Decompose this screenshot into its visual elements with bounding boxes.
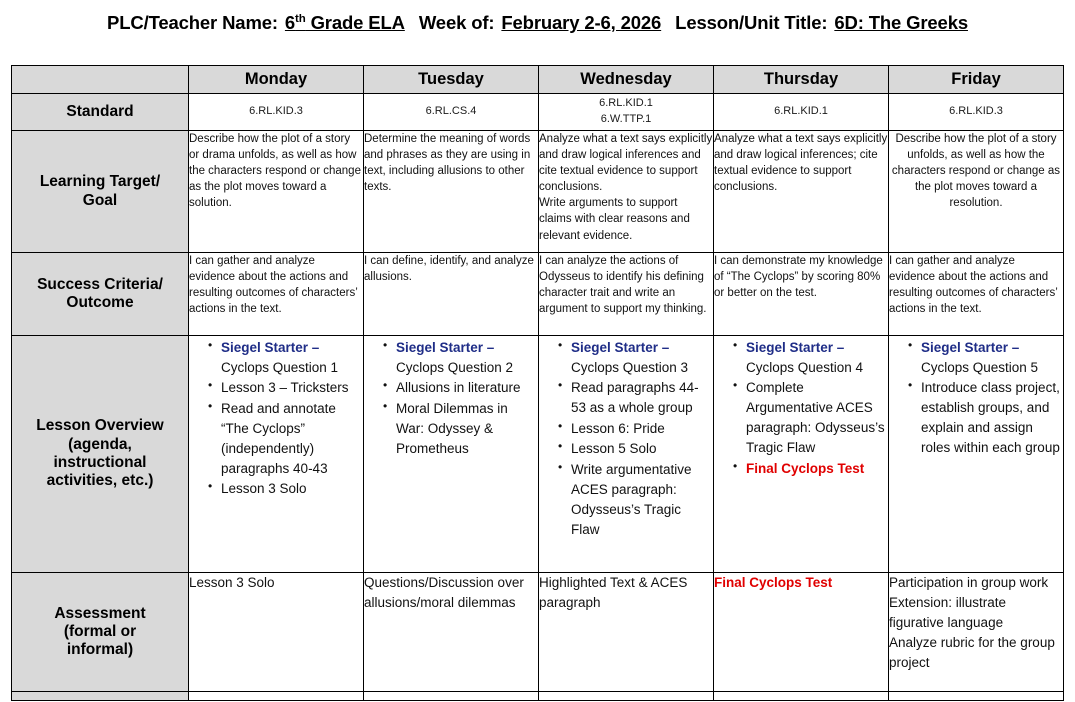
assessment-friday-line-1: Participation in group work	[889, 575, 1049, 590]
column-header-friday: Friday	[889, 66, 1064, 94]
row-label-lesson-overview-line-2: (agenda,	[68, 435, 132, 453]
cell-lesson-overview-monday	[189, 336, 364, 573]
row-label-standard: Standard	[12, 94, 189, 131]
lesson-overview-list-wednesday	[539, 338, 713, 540]
siegel-starter-label: Siegel Starter –	[571, 340, 670, 355]
lesson-overview-item	[733, 378, 888, 458]
cell-next-partial-tuesday	[364, 692, 539, 701]
cell-learning-target-thursday: Analyze what a text says explicitly and draw logical inferences; cite textual evidence to support conclusions.	[714, 131, 889, 253]
lesson-overview-item-text: Read paragraphs 44-53 as a whole group	[571, 380, 699, 416]
lesson-overview-item	[208, 378, 363, 398]
cell-success-criteria-tuesday: I can define, identify, and analyze allusions.	[364, 253, 539, 336]
lesson-overview-item	[558, 460, 713, 540]
row-label-success-criteria-line-1: Success Criteria/	[37, 275, 163, 293]
row-label-learning-target-line-1: Learning Target/	[39, 173, 161, 191]
siegel-starter-label: Siegel Starter –	[221, 340, 320, 355]
cell-assessment-tuesday: Questions/Discussion over allusions/moral dilemmas	[364, 573, 539, 692]
row-label-lesson-overview-line-3: instructional	[53, 454, 147, 471]
lesson-overview-item-text: Cyclops Question 1	[221, 359, 339, 375]
lesson-overview-item-text: Lesson 6: Pride	[571, 420, 665, 436]
cell-standard-wednesday	[539, 94, 714, 131]
lesson-overview-item	[208, 338, 363, 378]
lesson-overview-item-text: Cyclops Question 2	[396, 359, 514, 375]
cell-lesson-overview-tuesday	[364, 336, 539, 573]
lesson-overview-item-text: Moral Dilemmas in War: Odyssey & Prometheus	[396, 400, 508, 456]
lesson-overview-item	[558, 419, 713, 439]
column-header-wednesday: Wednesday	[539, 66, 714, 94]
row-label-learning-target-line-2: Goal	[82, 191, 118, 209]
lesson-overview-item-text: Allusions in literature	[396, 380, 521, 396]
lesson-unit-title-value: 6D: The Greeks	[834, 12, 968, 33]
lesson-overview-item	[908, 378, 1063, 458]
cell-next-partial-wednesday	[539, 692, 714, 701]
cell-success-criteria-friday	[889, 253, 1064, 336]
cell-learning-target-tuesday: Determine the meaning of words and phrases as they are using in text, including allusions to other texts.	[364, 131, 539, 253]
lesson-overview-item	[383, 378, 538, 398]
row-label-success-criteria-line-2: Outcome	[66, 294, 134, 311]
cell-learning-target-wednesday	[539, 131, 714, 253]
cell-assessment-wednesday: Highlighted Text & ACES paragraph	[539, 573, 714, 692]
week-of-value: February 2-6, 2026	[501, 12, 662, 33]
plc-teacher-label: PLC/Teacher Name:	[107, 12, 278, 33]
document-header	[0, 0, 1075, 33]
lesson-overview-item	[733, 338, 888, 378]
cell-assessment-monday: Lesson 3 Solo	[189, 573, 364, 692]
table-row-standard	[12, 94, 1064, 131]
lesson-overview-item-text: Write argumentative ACES paragraph: Odysseus’s Tragic Flaw	[571, 461, 692, 537]
weekly-plan-table-wrapper	[11, 65, 1063, 701]
lesson-overview-item-text: Cyclops Question 3	[571, 359, 689, 375]
lesson-overview-item	[558, 439, 713, 459]
table-header-row	[12, 66, 1064, 94]
lesson-overview-item-text: Cyclops Question 5	[921, 359, 1039, 375]
table-row-success-criteria	[12, 253, 1064, 336]
weekly-plan-table	[11, 65, 1064, 701]
lesson-overview-list-thursday	[714, 338, 888, 479]
cell-next-partial-monday	[189, 692, 364, 701]
row-label-lesson-overview-line-1: Lesson Overview	[36, 417, 164, 435]
cell-lesson-overview-thursday	[714, 336, 889, 573]
success-criteria-friday-line-2: actions in the text.	[889, 303, 982, 316]
lesson-overview-item	[558, 338, 713, 378]
lesson-overview-item-text: Lesson 3 Solo	[221, 481, 307, 497]
plc-teacher-value: 6th Grade ELA	[284, 12, 405, 33]
row-label-assessment-line-1: Assessment	[54, 604, 146, 622]
cell-next-partial-friday	[889, 692, 1064, 701]
row-label-lesson-overview	[12, 336, 189, 573]
siegel-starter-label: Siegel Starter –	[921, 340, 1020, 355]
table-row-next-partial	[12, 692, 1064, 701]
table-row-learning-target	[12, 131, 1064, 253]
standard-wednesday-line-2: 6.W.TTP.1	[600, 113, 652, 125]
table-row-lesson-overview	[12, 336, 1064, 573]
cell-learning-target-friday: Describe how the plot of a story unfolds, as well as how the characters respond or change as the plot moves toward a resolution.	[889, 131, 1064, 253]
row-label-learning-target	[12, 131, 189, 253]
row-label-assessment	[12, 573, 189, 692]
lesson-overview-item	[383, 399, 538, 459]
lesson-overview-item	[558, 378, 713, 418]
standard-wednesday-line-1: 6.RL.KID.1	[599, 97, 653, 110]
lesson-overview-item	[733, 459, 888, 479]
column-header-thursday: Thursday	[714, 66, 889, 94]
lesson-unit-title-label: Lesson/Unit Title:	[675, 12, 828, 33]
column-header-tuesday: Tuesday	[364, 66, 539, 94]
learning-target-wednesday-part-1: Analyze what a text says explicitly and draw logical inferences and cite textual evidence to support conclusions.	[539, 133, 713, 194]
row-label-assessment-line-2: (formal or	[63, 622, 137, 640]
success-criteria-friday-line-1: I can gather and analyze evidence about the actions and resulting outcomes of characters’	[889, 255, 1058, 300]
lesson-overview-item	[383, 338, 538, 378]
lesson-overview-item	[208, 479, 363, 499]
learning-target-wednesday-part-2: Write arguments to support claims with clear reasons and relevant evidence.	[539, 197, 690, 242]
lesson-overview-item-text: Cyclops Question 4	[746, 359, 864, 375]
lesson-overview-item-text: Lesson 3 – Tricksters	[221, 380, 349, 396]
lesson-overview-item-text: Lesson 5 Solo	[571, 441, 657, 457]
lesson-overview-list-friday	[889, 338, 1063, 458]
cell-standard-friday: 6.RL.KID.3	[889, 94, 1064, 131]
cell-standard-tuesday: 6.RL.CS.4	[364, 94, 539, 131]
cell-success-criteria-monday: I can gather and analyze evidence about the actions and resulting outcomes of characters’ actions in the text.	[189, 253, 364, 336]
ordinal-suffix: th	[295, 12, 306, 25]
row-label-success-criteria	[12, 253, 189, 336]
week-of-label: Week of:	[418, 12, 495, 33]
table-corner-cell	[12, 66, 189, 94]
lesson-overview-list-monday	[189, 338, 363, 499]
table-row-assessment	[12, 573, 1064, 692]
column-header-monday: Monday	[189, 66, 364, 94]
siegel-starter-label: Siegel Starter –	[746, 340, 845, 355]
assessment-thursday-final-test: Final Cyclops Test	[714, 575, 833, 590]
cell-assessment-thursday	[714, 573, 889, 692]
final-cyclops-test-label: Final Cyclops Test	[746, 460, 865, 476]
cell-standard-thursday: 6.RL.KID.1	[714, 94, 889, 131]
row-label-next-partial	[12, 692, 189, 701]
cell-lesson-overview-wednesday	[539, 336, 714, 573]
lesson-overview-item-text: Read and annotate “The Cyclops” (independently) paragraphs 40-43	[221, 400, 336, 476]
lesson-overview-item-text: Introduce class project, establish groups, and explain and assign roles within each group	[921, 380, 1060, 456]
assessment-friday-line-2: Extension: illustrate figurative language	[889, 594, 1007, 630]
cell-lesson-overview-friday	[889, 336, 1064, 573]
lesson-overview-item	[208, 399, 363, 479]
cell-success-criteria-wednesday: I can analyze the actions of Odysseus to identify his defining character trait and write an argument to support my thinking.	[539, 253, 714, 336]
assessment-friday-line-3: Analyze rubric for the group project	[889, 634, 1055, 670]
siegel-starter-label: Siegel Starter –	[396, 340, 495, 355]
row-label-lesson-overview-line-4: activities, etc.)	[46, 472, 154, 490]
cell-success-criteria-thursday: I can demonstrate my knowledge of “The Cyclops” by scoring 80% or better on the test.	[714, 253, 889, 336]
cell-assessment-friday	[889, 573, 1064, 692]
lesson-overview-item-text: Complete Argumentative ACES paragraph: Odysseus’s Tragic Flaw	[746, 380, 885, 456]
lesson-overview-list-tuesday	[364, 338, 538, 459]
cell-next-partial-thursday	[714, 692, 889, 701]
row-label-assessment-line-3: informal)	[66, 641, 134, 659]
cell-learning-target-monday: Describe how the plot of a story or drama unfolds, as well as how the characters respond or change as the plot moves toward a solution.	[189, 131, 364, 253]
cell-standard-monday: 6.RL.KID.3	[189, 94, 364, 131]
lesson-overview-item	[908, 338, 1063, 378]
